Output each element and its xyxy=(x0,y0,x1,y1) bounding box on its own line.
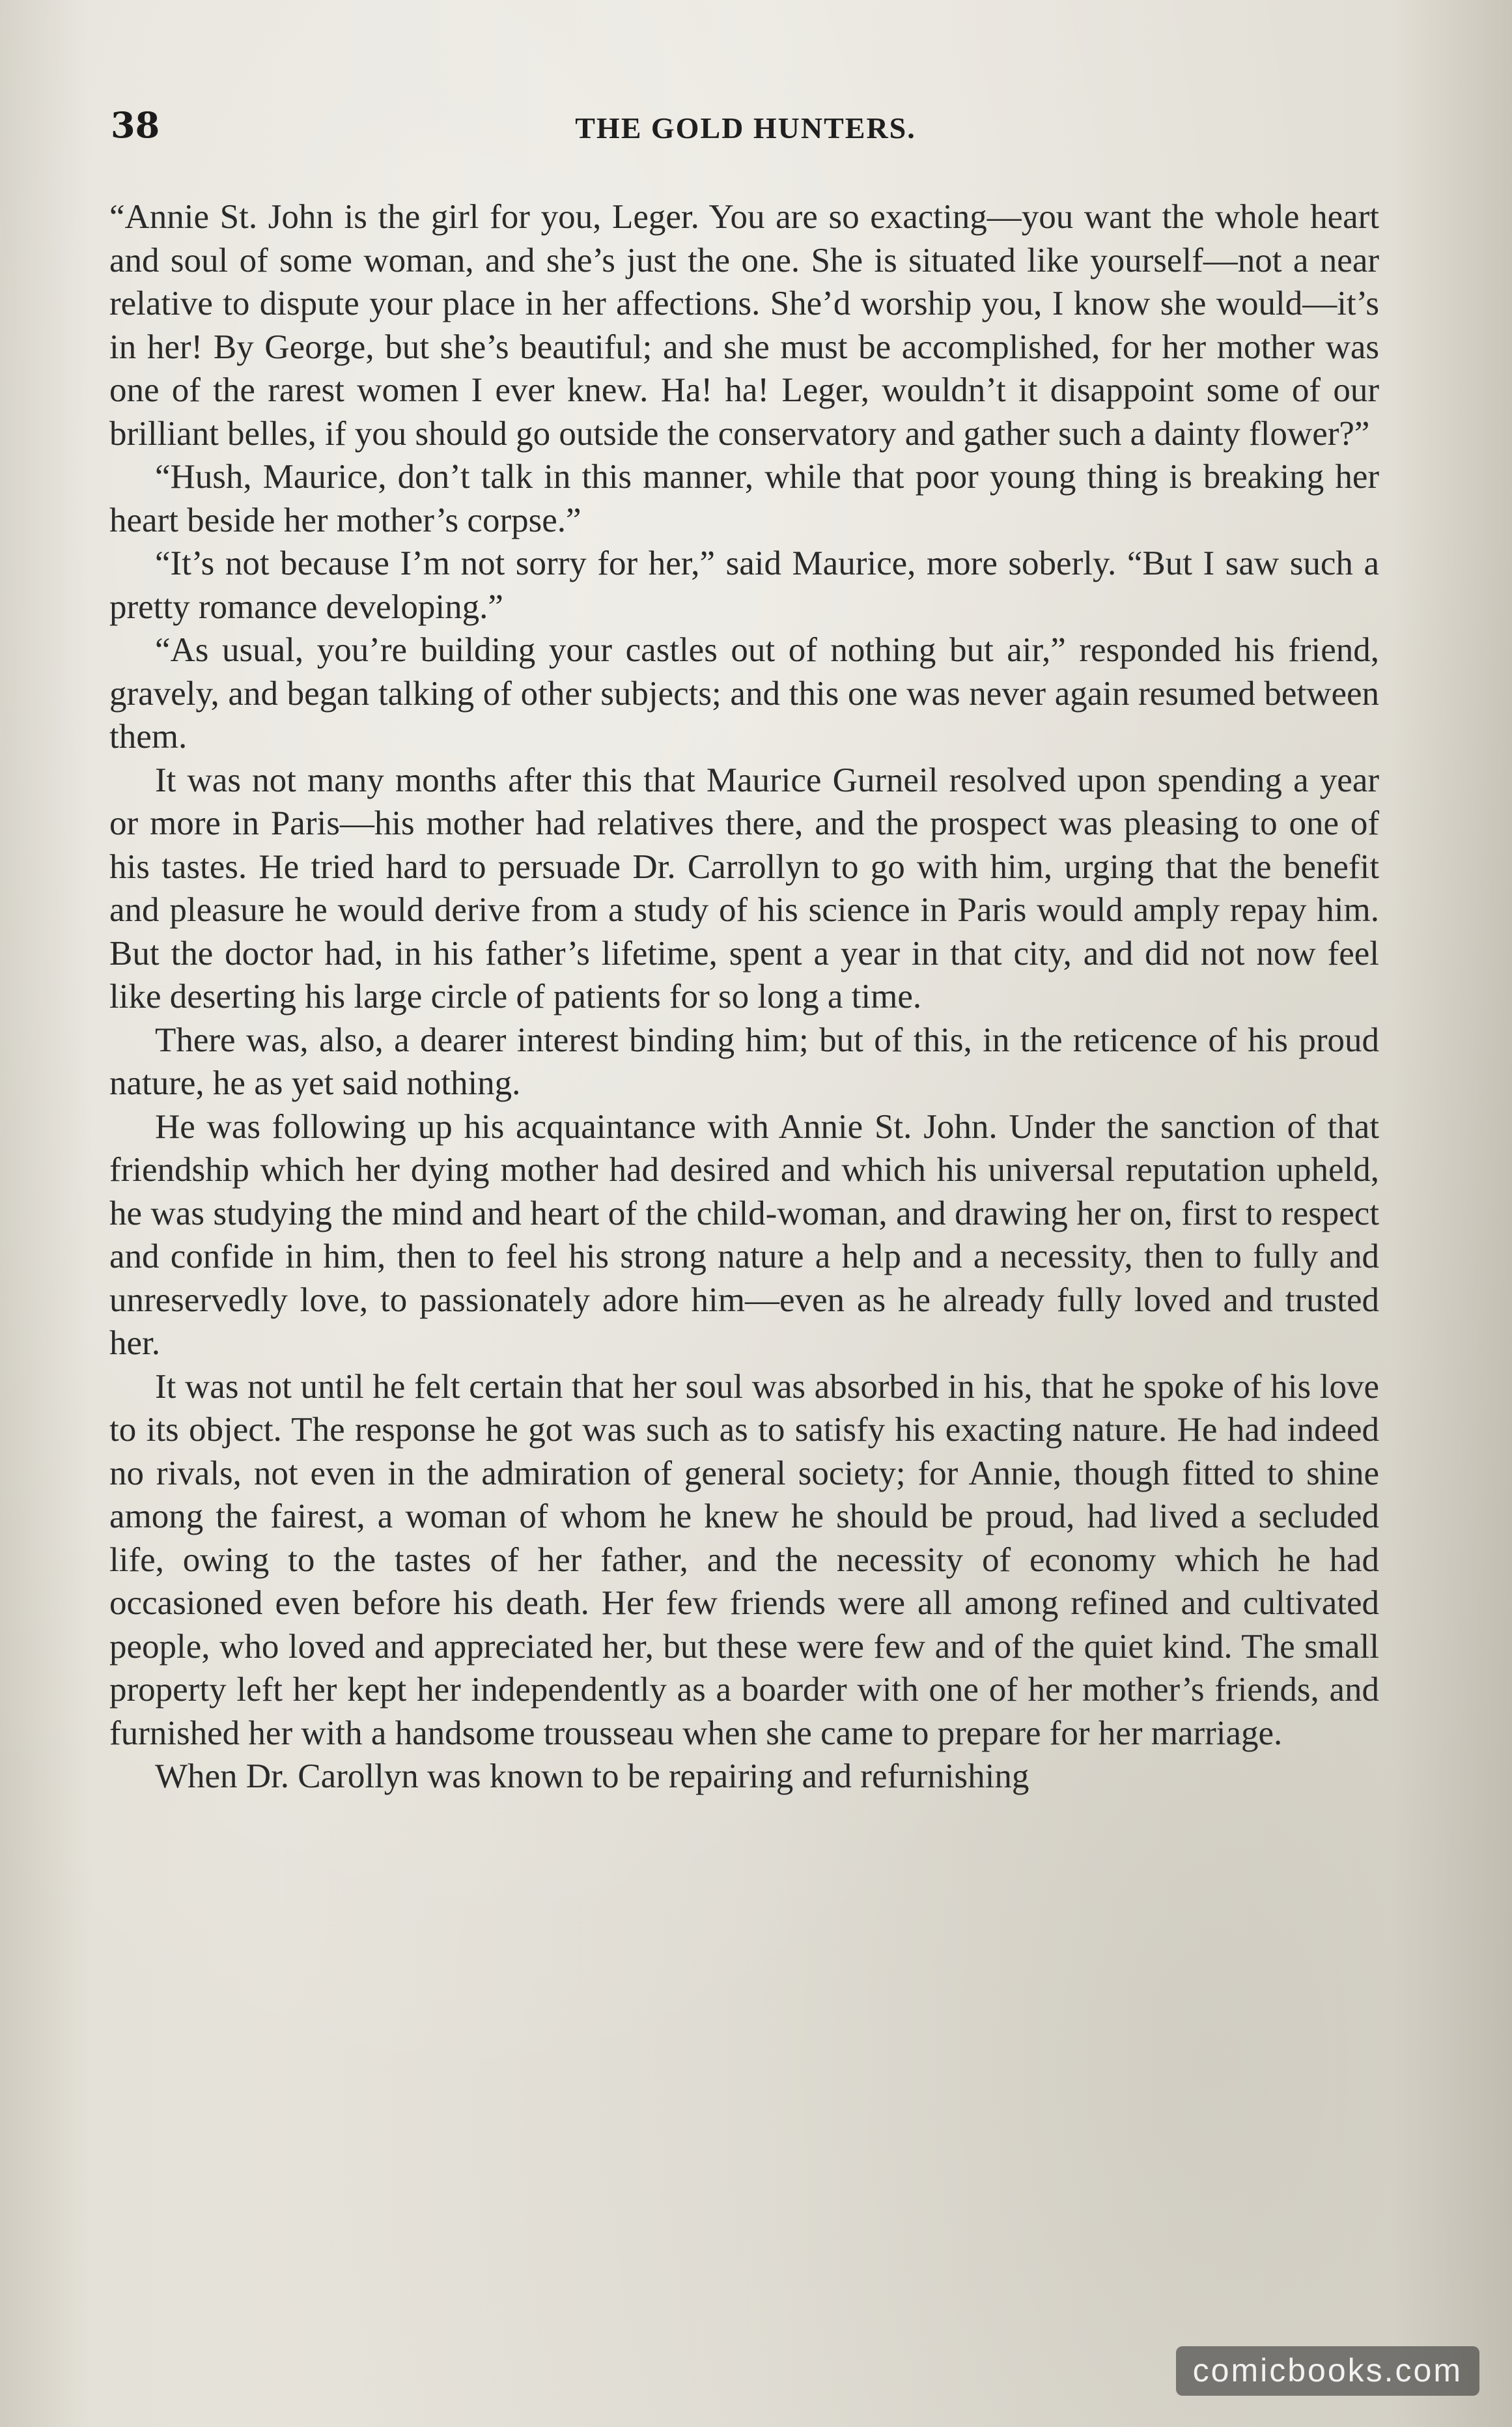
paragraph: “It’s not because I’m not sorry for her,” said Maurice, more soberly. “But I saw such a pretty romance developing.” xyxy=(109,545,1379,626)
page-header xyxy=(111,104,1380,163)
paragraph: It was not many months after this that Maurice Gurneil resolved upon spending a year or more in Paris—his mother had relatives there, and the prospect was pleasing to one of his tastes. He tried hard to persuade Dr. Carrollyn to go with him, urging that the benefit and pleasure he would derive from a study of his science in Paris would amply repay him. But the doctor had, in his father’s lifetime, spent a year in that city, and did not now feel like deserting his large circle of patients for so long a time. xyxy=(109,761,1379,1015)
paragraph: “As usual, you’re building your castles out of nothing but air,” responded his friend, gravely, and began talking of other subjects; and this one was never again resumed between them. xyxy=(109,631,1379,756)
paragraph: It was not until he felt certain that her soul was absorbed in his, that he spoke of his love to its object. The response he got was such as to satisfy his exacting nature. He had indeed no rivals, not even in the admiration of general society; for Annie, though fitted to shine among the fairest, a woman of whom he knew he should be proud, had lived a secluded life, owing to the tastes of her father, and the necessity of economy which he had occasioned even before his death. Her few friends were all among refined and cultivated people, who loved and appreciated her, but these were few and of the quiet kind. The small property left her kept her independently as a boarder with one of her mother’s friends, and furnished her with a handsome trousseau when she came to prepare for her marriage. xyxy=(109,1367,1379,1752)
paragraph: When Dr. Carollyn was known to be repairing and refurnishing xyxy=(155,1757,1029,1795)
watermark: comicbooks.com xyxy=(1176,2346,1479,2396)
page-number: 38 xyxy=(111,104,160,146)
body-text xyxy=(109,195,1379,1798)
paragraph: He was following up his acquaintance with Annie St. John. Under the sanction of that friendship which her dying mother had desired and which his universal reputation upheld, he was studying the mind and heart of the child-woman, and drawing her on, first to respect and confide in him, then to feel his strong nature a help and a necessity, then to fully and unreservedly love, to passionately adore him—even as he already fully loved and trusted her. xyxy=(109,1107,1379,1362)
paragraph: “Hush, Maurice, don’t talk in this manner, while that poor young thing is breaking her heart beside her mother’s corpse.” xyxy=(109,458,1379,539)
running-head: THE GOLD HUNTERS. xyxy=(575,111,916,145)
paragraph: There was, also, a dearer interest binding him; but of this, in the reticence of his proud nature, he as yet said nothing. xyxy=(109,1021,1379,1102)
paragraph: “Annie St. John is the girl for you, Leger. You are so exacting—you want the whole heart and soul of some woman, and she’s just the one. She is situated like yourself—not a near relative to dispute your place in her affections. She’d worship you, I know she would—it’s in her! By George, but she’s beautiful; and she must be accomplished, for her mother was one of the rarest women I ever knew. Ha! ha! Leger, wouldn’t it disappoint some of our brilliant belles, if you should go outside the conservatory and gather such a dainty flower?” xyxy=(109,198,1379,453)
